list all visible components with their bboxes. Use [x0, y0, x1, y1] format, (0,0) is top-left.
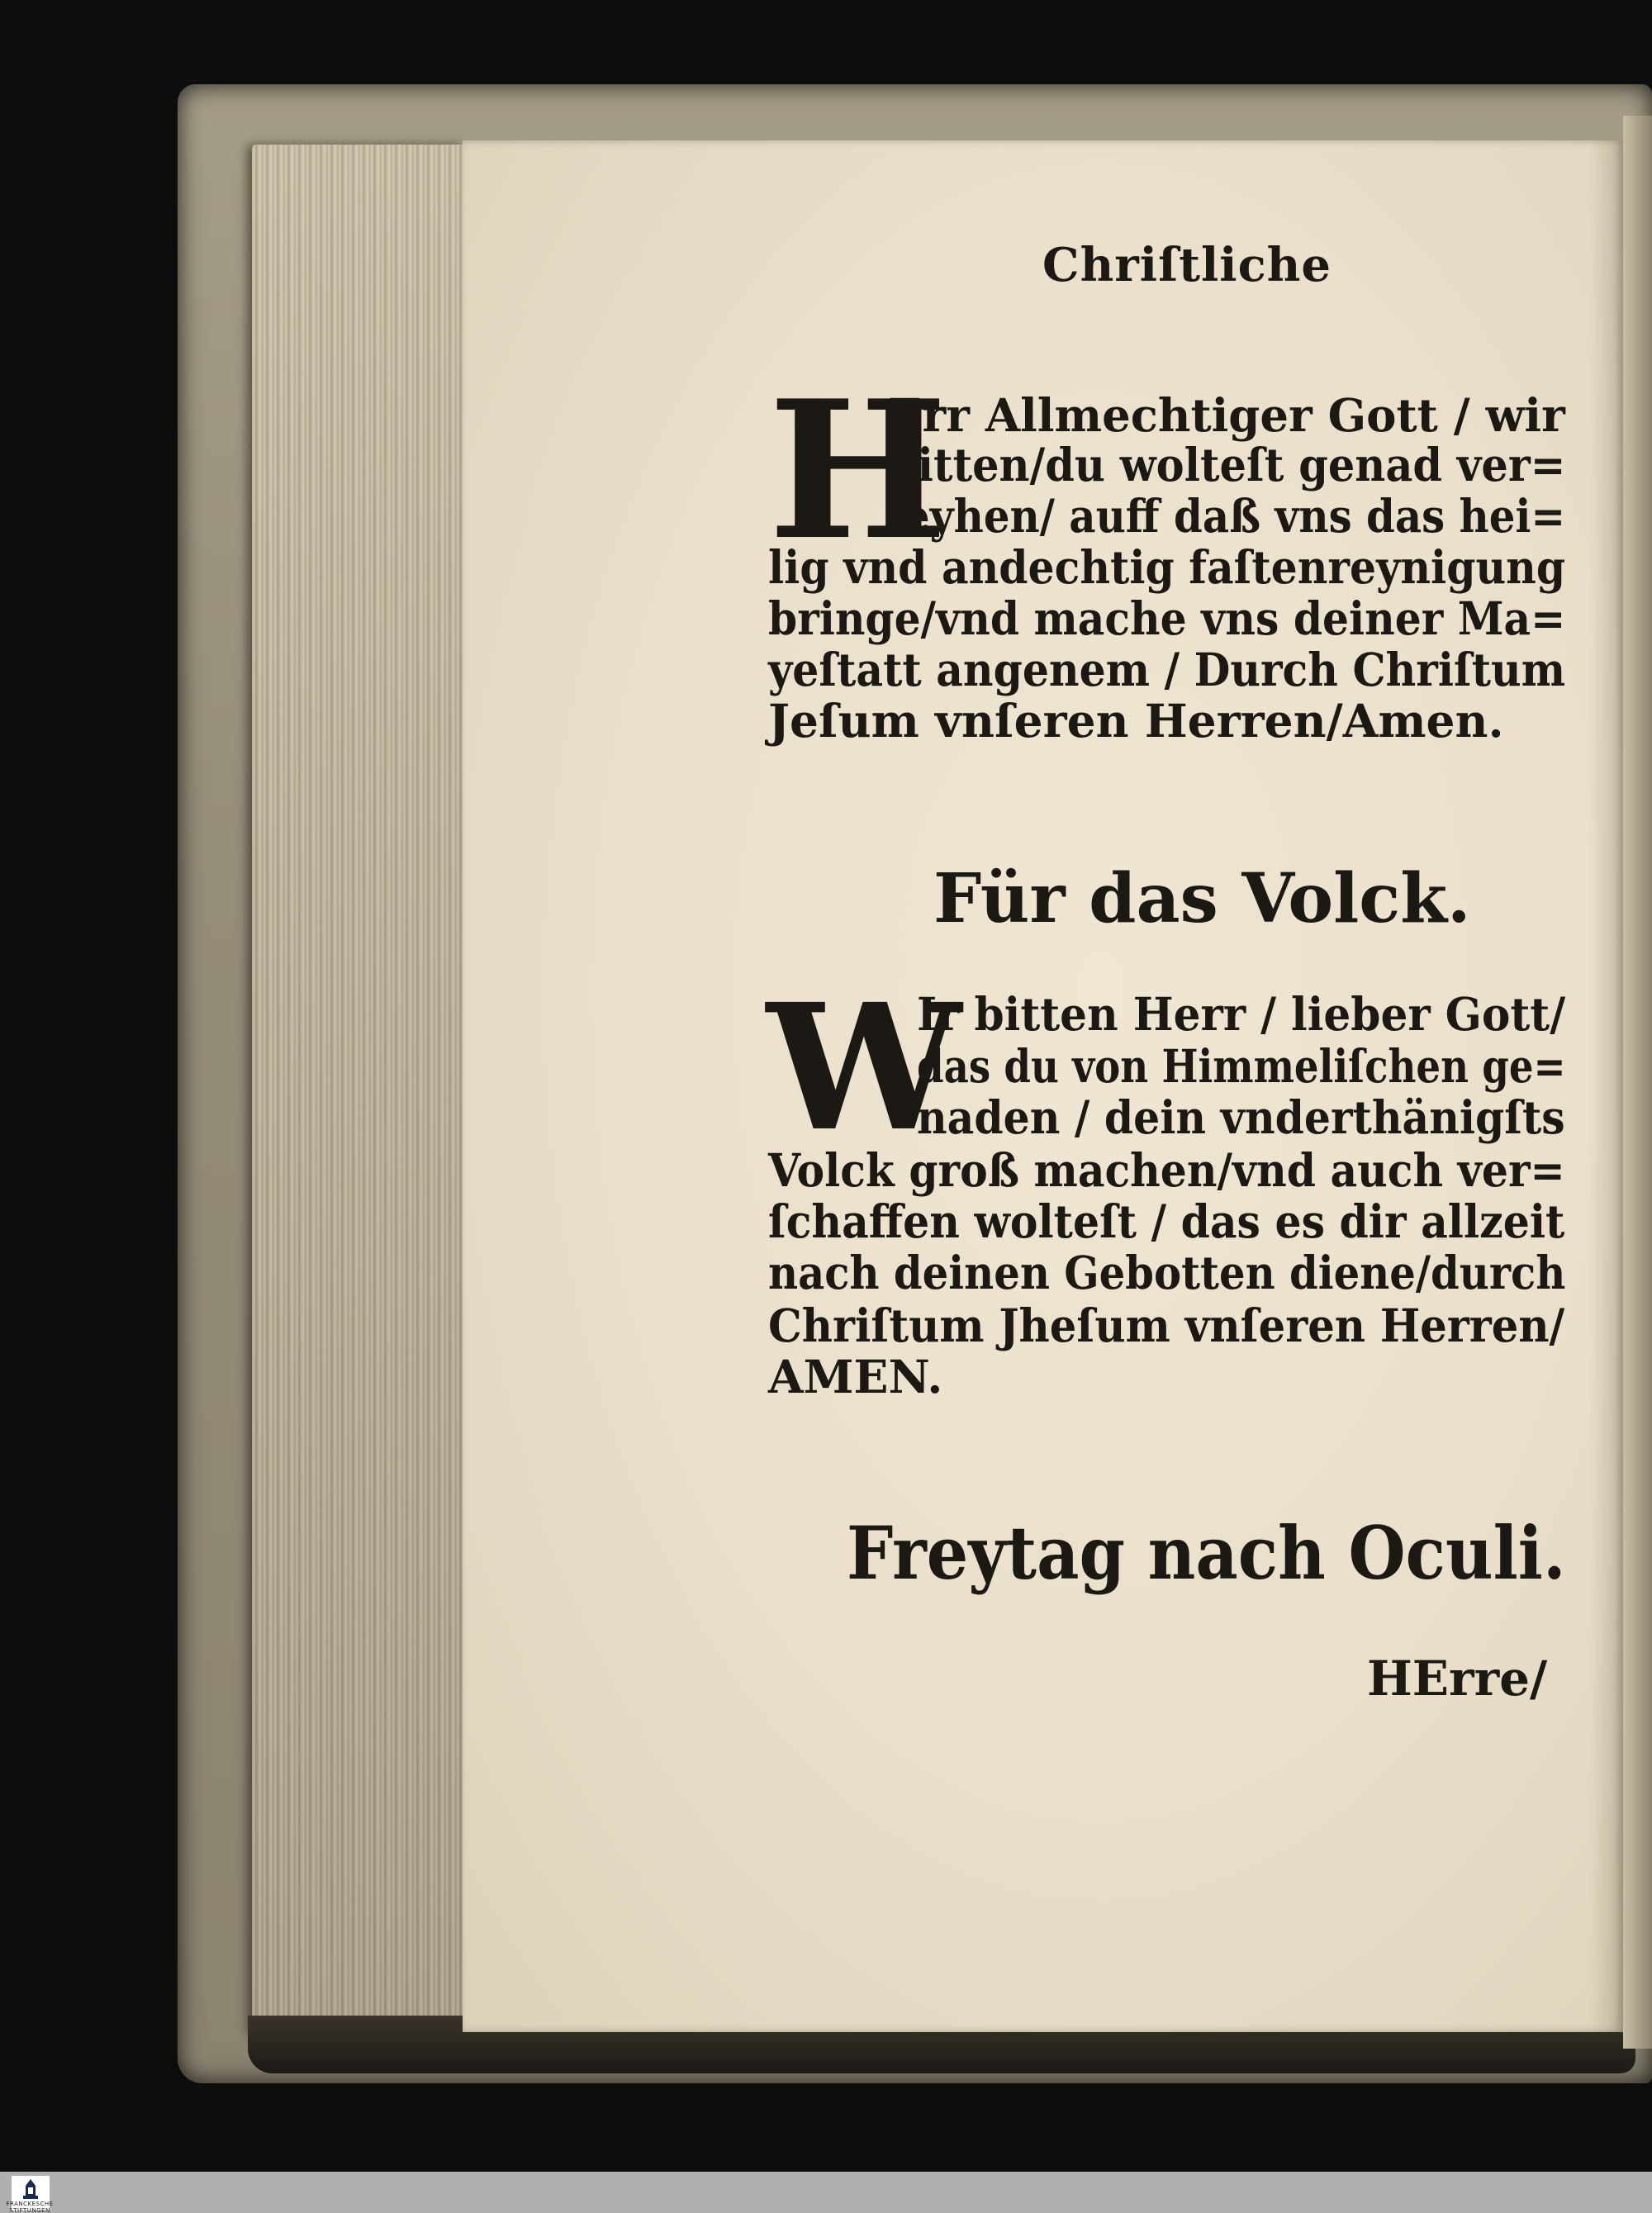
prayer2-line-7: Chriſtum Jheſum vnſeren Herren/: [768, 1299, 1565, 1352]
running-header: Chriſtliche: [1042, 238, 1332, 292]
decorated-initial-h: H: [768, 359, 948, 582]
library-logo-text: FRANCKESCHE STIFTUNGEN: [6, 2201, 54, 2213]
decorated-initial-w: W: [767, 966, 961, 1170]
prayer2-line-8: AMEN.: [768, 1350, 943, 1403]
book-right-edge: [1623, 116, 1652, 2049]
prayer2-line-6: nach deinen Gebotten diene/durch: [768, 1246, 1566, 1299]
section-heading-freytag-nach-oculi: Freytag nach Oculi.: [847, 1510, 1566, 1596]
prayer2-line-2: das du von Himmeliſchen ge=: [917, 1039, 1566, 1093]
section-heading-fuer-das-volck: Für das Volck.: [933, 859, 1471, 938]
prayer1-line-5: bringe/vnd mache vns deiner Ma=: [768, 591, 1566, 645]
page-edges: [252, 145, 465, 2036]
prayer1-line-1: Err Allmechtiger Gott / wir: [888, 388, 1565, 442]
prayer1-line-2: bitten/du wolteſt genad ver=: [888, 438, 1566, 492]
prayer1-line-3: leyhen/ auff daß vns das hei=: [888, 489, 1566, 543]
prayer1-line-6: yeſtatt angenem / Durch Chriſtum: [768, 643, 1566, 696]
prayer1-line-4: lig vnd andechtig faſtenreynigung: [768, 540, 1566, 594]
catchword: HErre/: [1367, 1650, 1548, 1707]
prayer1-line-7: Jeſum vnſeren Herren/Amen.: [768, 694, 1504, 748]
viewer-footer-bar: [0, 2172, 1652, 2213]
prayer2-line-3: naden / dein vnderthänigſts: [917, 1090, 1565, 1144]
prayer2-line-1: Ir bitten Herr / lieber Gott/: [917, 987, 1566, 1041]
prayer2-line-5: ſchaffen wolteſt / das es dir allzeit: [768, 1194, 1565, 1248]
prayer2-line-4: Volck groß machen/vnd auch ver=: [768, 1143, 1565, 1197]
